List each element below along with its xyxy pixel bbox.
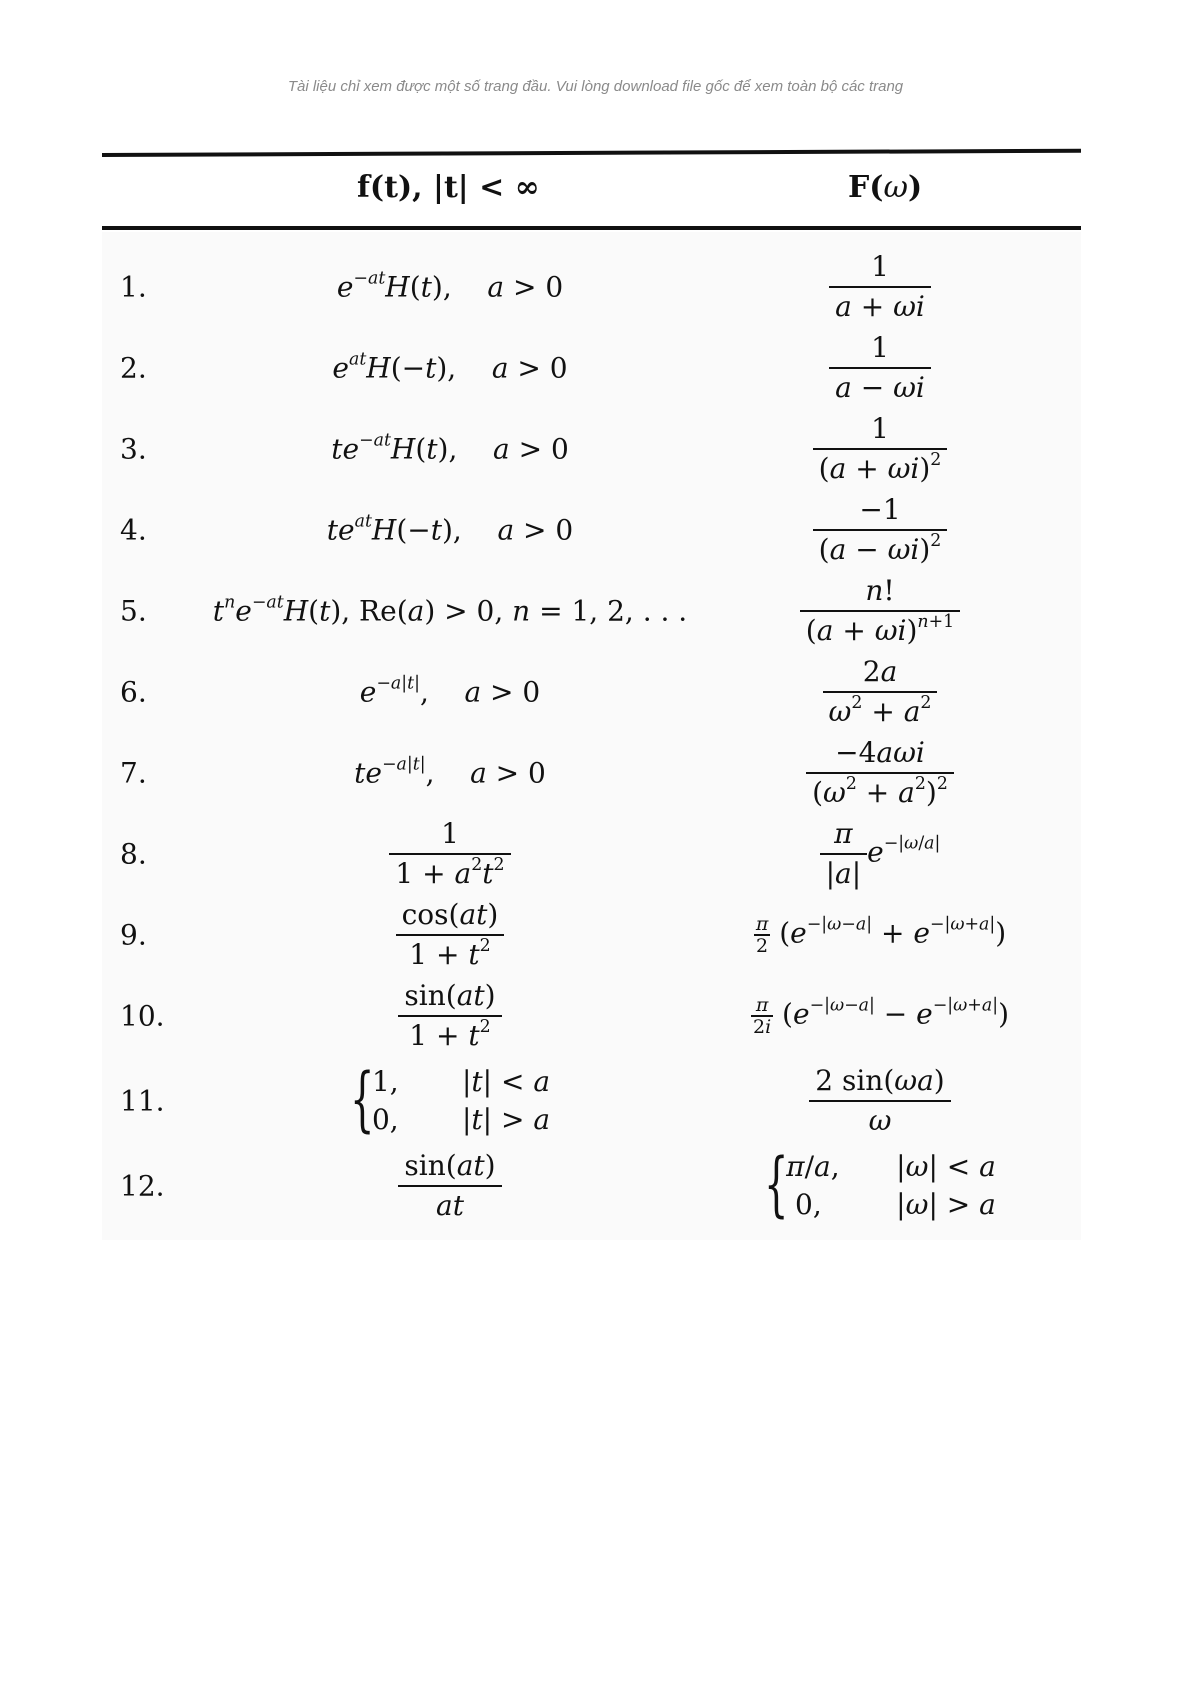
table-row [0, 975, 1191, 1057]
column-header-F: F(ω) [848, 170, 923, 205]
transform-function: $\frac{1}{(a + \omega i)^2}$ [730, 410, 1030, 488]
table-row [0, 1060, 1191, 1142]
table-header-rule [102, 226, 1081, 230]
row-number: 2. [120, 351, 147, 385]
time-function: $t^ne^{-at}H(t)$, Re(a) > 0, n = 1, 2, . . . [212, 592, 688, 628]
transform-function: $\frac{\pi}{|a|}$ $e^{-|\omega/a|}$ [730, 815, 1030, 893]
table-row [0, 1145, 1191, 1227]
transform-function: $\frac{1}{a + \omega i}$ [730, 248, 1030, 326]
table-row [0, 732, 1191, 814]
transform-function: $\frac{-1}{(a - \omega i)^2}$ [730, 491, 1030, 569]
time-function: $te^{at}H(-t)$, a > 0 [326, 511, 574, 547]
transform-function: { π/a, |ω| < a 0, |ω| > a [764, 1143, 996, 1225]
row-number: 6. [120, 675, 147, 709]
table-row [0, 489, 1191, 571]
time-function: { 1, |t| < a 0, |t| > a [349, 1058, 551, 1140]
transform-function: $\frac{\pi}{2}$ $(e^{-|\omega-a|} + e^{-|\omega+a|})$ [755, 913, 1007, 957]
transform-function: $\frac{\text{−4aωi}}{(\omega^2 + a^2)^2}$ [730, 734, 1030, 812]
table-row [0, 813, 1191, 895]
transform-function: $\frac{2a}{\omega^2 + a^2}$ [730, 653, 1030, 731]
row-number: 1. [120, 270, 147, 304]
row-number: 9. [120, 918, 147, 952]
time-function: $te^{-a|t|}$, a > 0 [354, 754, 546, 790]
time-function: $e^{-at}H(t)$, a > 0 [336, 268, 564, 304]
transform-function: $\frac{\pi}{2i}$ $(e^{-|\omega-a|} - e^{-|\omega+a|})$ [752, 994, 1009, 1038]
row-number: 7. [120, 756, 147, 790]
column-header-f: f(t), |t| < ∞ [357, 170, 540, 205]
time-function: $\frac{\sin(at)}{1 + t^2}$ [190, 977, 710, 1055]
table-row [0, 570, 1191, 652]
time-function: $\frac{1}{1 + a^2t^2}$ [190, 815, 710, 893]
time-function: $\frac{\cos(at)}{1 + t^2}$ [190, 896, 710, 974]
row-number: 11. [120, 1084, 165, 1118]
transform-function: $\frac{2 \sin(\omega a)}{\omega}$ [730, 1062, 1030, 1140]
time-function: $te^{-at}H(t)$, a > 0 [331, 430, 569, 466]
row-number: 12. [120, 1169, 165, 1203]
table-row [0, 246, 1191, 328]
row-number: 5. [120, 594, 147, 628]
row-number: 3. [120, 432, 147, 466]
time-function: $e^{at}H(-t)$, a > 0 [332, 349, 568, 385]
table-row [0, 894, 1191, 976]
table-row [0, 408, 1191, 490]
table-row [0, 651, 1191, 733]
transform-function: $\frac{1}{a - \omega i}$ [730, 329, 1030, 407]
transform-function: $\frac{n!}{(a + \omega i)^{n+1}}$ [730, 572, 1030, 650]
table-top-rule [102, 149, 1081, 157]
time-function: $\frac{\sin(at)}{at}$ [190, 1147, 710, 1225]
row-number: 4. [120, 513, 147, 547]
preview-notice: Tài liệu chỉ xem được một số trang đầu. Vui lòng download file gốc để xem toàn bộ các trang [287, 78, 904, 95]
time-function: $e^{-a|t|}$, a > 0 [359, 673, 541, 709]
table-row [0, 327, 1191, 409]
row-number: 10. [120, 999, 165, 1033]
row-number: 8. [120, 837, 147, 871]
